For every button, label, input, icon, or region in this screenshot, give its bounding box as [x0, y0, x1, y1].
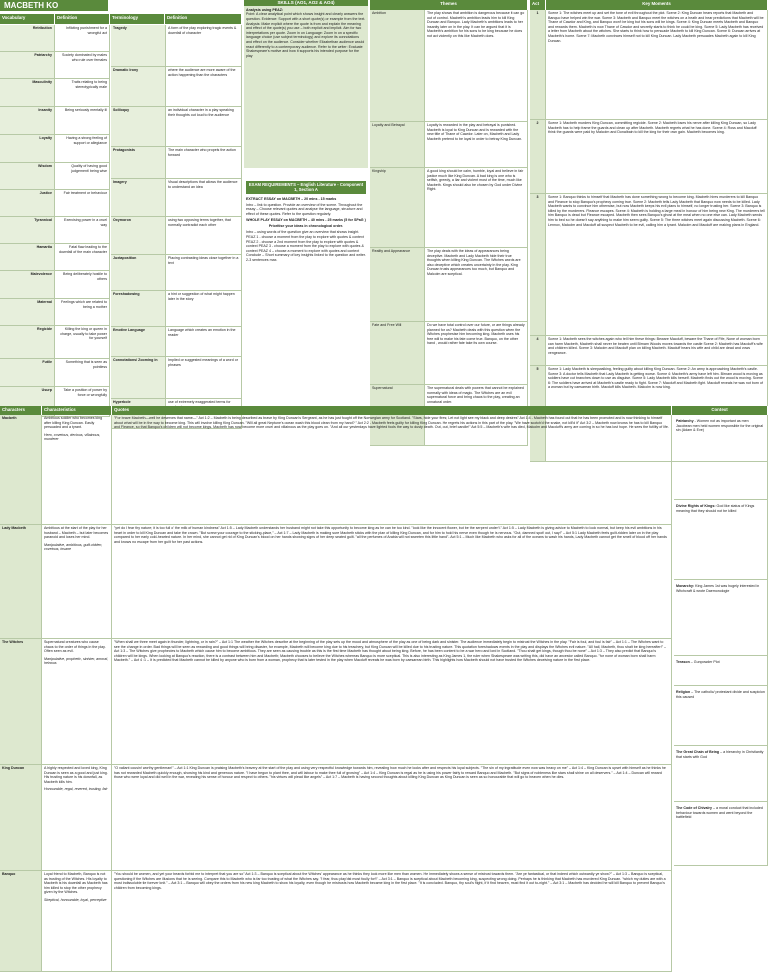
term-row: [111, 107, 242, 147]
vocab-word: Retribution: [0, 25, 55, 52]
exam-header: EXAM REQUIREMENTS – English Literature - Component 1, Section A: [246, 181, 366, 194]
vocab-header: Vocabulary: [0, 14, 55, 24]
term-word: Imagery: [111, 179, 166, 217]
term-row: [111, 327, 242, 357]
exam-sub3: Prioritise your ideas in chronological order.: [268, 224, 344, 229]
theme-description: The supernatural deals with powers that cannot be explained normally with ideas of magic. The Witches are an evil supernatural force and bring chaos to the play, creating an unnatural order.: [425, 385, 528, 446]
term-definition: an individual character in a play speaking their thoughts out loud to the audience: [166, 107, 242, 147]
vocab-word: Justice: [0, 190, 55, 217]
vocabulary-table: [0, 14, 242, 24]
context-text: – a hierarchy in Christianity that starts with God: [676, 750, 764, 759]
theme-name: Ambition: [370, 10, 425, 122]
act-row: [530, 336, 768, 366]
term-word: Soliloquy: [111, 107, 166, 147]
theme-description: The play deals with the ideas of appearances being deceptive. Macbeth and Lady Macbeth hide their true thoughts when killing King Duncan. The Witches words are also deceptive which creates uncertainty in the play. King Duncan trusts appearances too much, but Banquo and Malcolm are sceptical.: [425, 248, 528, 322]
character-characteristics: [42, 765, 112, 871]
vocab-row: [0, 359, 110, 387]
vocab-definition: Fair treatment or behaviour: [55, 190, 110, 217]
context-text: - Women not as important as men Jacobean men held women responsible for the original sin (Adam & Eve): [676, 419, 764, 433]
themes-title: Themes: [370, 0, 528, 10]
character-quotes: "When shall we three meet again in thunder, lightning, or in rain?" – Act 1:1 The weather the Witches describe at the beginning of the play sets up the mood and atmosphere of the play as one of being dark and sinister. The audience immediately begin to mistrust the Witches in the play. "Fair is foul, and foul is fair" – Act 1:1 – The Witches want to see the change in order. Bad things will be seen as rewarding and good things will bring disaster, for example, Macbeth will become king due to his treachery, but King Duncan will be killed due to his trusting nature. This quotation foreshadows events in the play and displays the Witches evil nature. "All hail, Macbeth, thou shalt be king hereafter!" – Act 1:3 – The Witches give prophecies to Macbeth which cause him to become ambitious. They are seen as causing trouble as this is the first time Macbeth has thought about being king. Before, he has been content to be a war hero and lord in Scotland. "Thou shalt get kings, though thou be none" – Act 1:3 – They also predict that Banquo's children will be kings. When looking at Banquo's reaction, there is a contrast between him and Macbeth; Macbeth chooses to believe the Witches whereas Banquo is more sceptical. This is also interesting as King James 1, the ruler when Shakespeare was writing this, did have an ancestor called Banquo. "for none of woman born shall harm Macbeth." – Act 4 :1 – It is predicted that Macbeth cannot be killed by anyone who is born from a woman, prophecy that is later tested in the play when Macduff reveals he was born by caesarean birth. This highlights how Macbeth should not have trusted the Witches deceiving nature in the first place.: [112, 639, 672, 765]
characters-list: [0, 415, 672, 972]
term-definition: The main character who propels the action forward: [166, 147, 242, 179]
term-definition: Language which creates an emotion in the reader: [166, 327, 242, 357]
term-word: Juxtaposition: [111, 255, 166, 291]
theme-row: [370, 248, 528, 322]
theme-name: Supernatural: [370, 385, 425, 446]
term-row: [111, 67, 242, 107]
vocab-row: [0, 299, 110, 326]
context-label: Divine Rights of Kings:: [676, 504, 716, 508]
character-quotes: "yet do I fear thy nature; it is too full o' the milk of human kindness" Act 1:5 – Lady Macbeth understands her husband might not take this opportunity to become king as he can be too kind. "look like the innocent flower, but be the serpent under't." Act 1:5 – Lady Macbeth is giving advice to Macbeth to look normal, but keep his evil ambitions in his heart in order to kill King Duncan and take the crown. "But screw your courage to the sticking-place," – Act 1:7 – Lady Macbeth is making sure Macbeth sticks with the plan of killing King Duncan, and for him to hold his nerve even though he is nervous. "Out, damned spot! out, I say!" – Act 5:1 Lady Macbeth feels guilt-ridden later on in the play compared to her early cold-hearted nature. In her mind, she cannot get rid of King Duncan's blood on her hands showing signs of her deep seated guilt. "all the perfumes of Arabia will not sweeten this little hand"- Act 5:1 – Much like Macbeth who asks for all of the oceans to wash his hands, Lady Macbeth cannot get the smell of blood off her hands and knows no escape from her guilt for her past actions.: [112, 525, 672, 639]
vocab-definition: Fatal flaw leading to the downfall of the main character: [55, 244, 110, 271]
context-item: [674, 415, 768, 500]
vocab-word: Malevolence: [0, 271, 55, 299]
theme-name: Fate and Free Will: [370, 322, 425, 385]
theme-name: Reality and Appearance: [370, 248, 425, 322]
context-text: – Gunpowder Plot: [689, 660, 720, 664]
term-definition: where the audience are more aware of the action happening than the characters: [166, 67, 242, 107]
act-row: [530, 194, 768, 336]
context-item: [674, 500, 768, 580]
themes-header: [370, 0, 528, 10]
term-definition: A form of the play exploring tragic events & downfall of character: [166, 25, 242, 67]
term-word: Protagonists: [111, 147, 166, 179]
term-definition: Implied or suggested meanings of a word or phrases: [166, 357, 242, 399]
vocab-row: [0, 163, 110, 190]
act-row: [530, 10, 768, 120]
vocab-row: [0, 244, 110, 271]
context-text: – The catholic/ protestant divide and suspicion this caused: [676, 690, 765, 699]
character-adjectives: Skeptical, honourable, loyal, perceptive: [44, 897, 107, 902]
vocab-row: [0, 79, 110, 107]
act-number: 2: [530, 120, 546, 194]
term-row: [111, 25, 242, 67]
term-definition: using two opposing terms together, that normally contradict each other: [166, 217, 242, 255]
vocab-word: Tyrannical: [0, 217, 55, 244]
act-number: 4: [530, 336, 546, 366]
context-item: [674, 580, 768, 656]
character-quotes: "O valiant cousin! worthy gentleman!" – Act 1:1 King Duncan is praising Macbeth's bravery at the start of the play and using very respectful knowledge towards him, revealing how much he looks after and respects his loyal subjects. "The sin of my ingratitude even now was heavy on me" – Act 1:4 – King Duncan is upset with himself as he thinks he has not rewarded Macbeth quickly enough, showing his kind and generous nature. "I have begun to plant thee, and will labour to make thee full of growing" – Act 1:4 – King Duncan is regal as he is using his power fairly to reward Banquo and Macbeth. "But signs of nobleness like stars shall shine on all deservers." – Act 1:4 – Duncan will reward those who were loyal and did well in the war, revealing his sense of honour and respect to others. "his virtues will plead like angels" – Act 1:7 – Macbeth is having second thoughts about killing King Duncan as King Duncan is seen as so honourable that will go to heaven when he dies.: [112, 765, 672, 871]
term-definition: Placing contrasting ideas close together in a text: [166, 255, 242, 291]
exam-p2: Intro – using words of the question give an overview that shows insight. PEAZ 1 - choose a moment from the play to explore with quotes & context PEAZ 2 - choose a 2nd moment from the play to explore with quotes & context PEAZ 3 - choose a moment from the play to explore with quotes & context PEAZ 4 – choose a moment to explore with quotes and context Conclude – Short summary of key insights linked to the question and writer. 2-3 sentences max.: [246, 230, 366, 262]
terms-def-header: Definition: [165, 14, 242, 24]
vocab-row: [0, 271, 110, 299]
vocab-definition: Traits relating to being stereotypically male: [55, 79, 110, 107]
term-row: [111, 217, 242, 255]
term-row: [111, 179, 242, 217]
vocab-word: Futile: [0, 359, 55, 387]
vocab-word: Masculinity: [0, 79, 55, 107]
theme-description: Do we have total control over our future, or are things already planned for us? Macbeth deals with this question when the Witches prophesise him becoming king. Macbeth uses his free will to make his fate come true. Banquo, on the other hand , would rather fate take its own course.: [425, 322, 528, 385]
character-name: King Duncan: [0, 765, 42, 871]
page-title: MACBETH KO: [0, 0, 108, 11]
act-moments: Scene 1: Lady Macbeth is sleepwalking, feeling guilty about killing King Duncan. Scene 2: An army is approaching Macbeth's castle. Scene 3: A doctor tells Macbeth that Lady Macbeth is getting worse. Scene 4: Macbeth's army have left him. Birnam wood is moving as soldiers have cut branches down to use as disguise. Scene 5: Lady Macbeth kills herself. Macbeth finds out the wood is moving. Scene 6: The soldiers have arrived at Macbeth's castle ready to fight. Scene 7: Macduff and Macbeth fight. Macduff reveals he was not born of a woman but by caesarean birth. Macduff kills Macbeth. Malcolm is now king.: [546, 366, 768, 462]
vocab-word: Insanity: [0, 107, 55, 135]
vocab-word: Regicide: [0, 326, 55, 359]
terminology-list: [111, 25, 242, 429]
vocab-row: [0, 217, 110, 244]
theme-description: Loyalty is rewarded in the play and betrayal is punished. Macbeth is loyal to King Duncan and is rewarded with the new title of Thane of Cawdor. Later on, Macbeth and Lady Macbeth pretend to be loyal in order to betray King Duncan.: [425, 122, 528, 168]
context-label: Patriarchy: [676, 419, 694, 423]
vocab-definition: Killing the king or queen in charge, usually to take power for yourself: [55, 326, 110, 359]
theme-description: The play shows that ambition is dangerous because it can go out of control. Macbeth's ambition leads him to kill King Duncan and Banquo. Lady Macbeth's ambitions leads to her insanity later on in the play. It can be argued that it is Macbeth's ambition for his sons to be king because he does not act violently on this like Macbeth does.: [425, 10, 528, 122]
vocab-definition: Inflicting punishment for a wrongful act: [55, 25, 110, 52]
vocab-definition: Being deliberately hostile to others: [55, 271, 110, 299]
skills-text: Point: A clear analytical point which shows insight and clearly answers the question. Evidence: Support with a short quote(s) or example from the text. Analysis: Make explicit where the quote is from and explain the meaning and effect of the quote(s) you use – both explicit and implicit. Aim for two interpretations per quote. Zoom in on Language: Zoom in on a specific language choice (use subject terminology) and explore its connotations and effect on the audience. Consider whether Elizabethan audience would react differently to a contemporary audience. Refer to the writer: Evaluate Shakespeare's motive and how it supports his intended purpose for the play: [246, 12, 366, 58]
exam-panel: [244, 180, 368, 404]
vocab-row: [0, 135, 110, 163]
term-word: Dramatic Irony: [111, 67, 166, 107]
act-moments: Scene 1: Banquo thinks to himself that Macbeth has done something wrong to become king. Macbeth hires murderers to kill Banquo and Fleance to stop Banquo's prophecy coming true. Scene 2: Macbeth tells Lady Macbeth that Banquo now needs to be killed. Lady Macbeth wants to convince him otherwise, but now Macbeth keeps his evil plans to himself, no longer trusting her. Scene 3: Banquo is killed by the murderers. Fleance escapes. Scene 4: Macbeth is holding a large meal in honour of him being new King. The murderers tell him Banquo is dead but Fleance escaped. Macbeth then sees Banquo's ghost at the meal when no one else can. Lady Macbeth sends him to bed so he doesn't say anything to make him seem guilty. Scene 5: The three witches meet again discussing Macbeth. Scene 6: Lennox, Malcolm and Macduff all suspect Macbeth to be evil, calling him a tyrant. Malcolm and Macduff are making plans in England.: [546, 194, 768, 336]
term-word: Oxymoron: [111, 217, 166, 255]
context-label: The Great Chain of Being: [676, 750, 720, 754]
character-row: [0, 415, 672, 525]
character-description: Supernatural creatures who cause chaos to the order of things in the play. Often seen as evil.: [44, 640, 106, 654]
context-header: Context: [672, 406, 768, 415]
character-name: The Witches: [0, 639, 42, 765]
character-characteristics: [42, 871, 112, 972]
exam-sub: EXTRACT ESSAY on MACBETH – 20 mins - 15 marks: [246, 196, 337, 201]
vocab-row: [0, 107, 110, 135]
character-adjectives: Hero, covetous, devious, villainous, murderer: [44, 432, 101, 442]
character-quotes: "You should be women, and yet your beards forbid me to interpret that you are so" Act 1:3 – Banquo is sceptical about the Witches' appearance as he thinks they look more like men than women. He immediately shows a sense of mistrust towards them. "Are ye fantastical, or that indeed which outwardly ye show?" – Act 1:3 – Banquo is sceptical, questioning if the Witches are illusions that he is seeing. Compare this to Macbeth who is far too trusting of what the Witches say. "I fear, thou play'dst most foully for't" – Act 3:1 – Banquo is sceptical about Macbeth becoming king, suspecting wrong doing. Perhaps he is thinking that Macbeth has murdered King Duncan. "which my duties are with a most indissoluble tie forever knit." – Act 3:1 – Banquo will obey the orders from his new king Macbeth to show his loyalty, even though he mistrusts how Macbeth became king in the first place. "It is concluded. Banquo, thy soul's flight, if it find heaven, must find it out to-night." – Act 3:1 – Macbeth has decided he will kill Banquo to prevent Banquo's children from becoming kings.: [112, 871, 672, 972]
term-definition: use of extremely exaggerated terms for: [166, 399, 242, 429]
context-label: Treason: [676, 660, 690, 664]
theme-name: Loyalty and Betrayal: [370, 122, 425, 168]
context-item: [674, 802, 768, 866]
act-moments: Scene 1: Macbeth sees the witches again who tell him these things: Beware Macduff, beware the Thane of Fife, None of woman born can harm Macbeth, Macbeth shall never be beaten until Birnam Woods moves towards the castle Scene 2: Macbeth has Macduff's wife and children killed. Scene 3: Malcolm and Macduff plan on killing Macbeth. Macduff hears his wife and child are dead and vows vengeance.: [546, 336, 768, 366]
context-label: Religion: [676, 690, 691, 694]
theme-description: A good king should be calm, humble, loyal and believe in fair justice much like King Duncan. A bad king is one who is selfish, greedy, a liar and violent most of the time, much like Macbeth. Kings should also be chosen by God under Divine Right.: [425, 168, 528, 248]
character-adjectives: Honourable, regal, revered, trusting, fair: [44, 787, 108, 792]
vocab-definition: Feelings which are related to being a mother: [55, 299, 110, 326]
acts-header: [530, 0, 768, 10]
character-adjectives: Manipulative, prophetic, sinister, amoral, heinous: [44, 656, 109, 666]
acts-list: [530, 10, 768, 462]
character-row: [0, 639, 672, 765]
context-text: King James 1st was hugely interested in Witchcraft & wrote Daemonologie: [676, 584, 760, 593]
context-item: [674, 686, 768, 746]
act-number: 1: [530, 10, 546, 120]
context-item: [674, 746, 768, 802]
context-text: – a moral conduct that included behaviour towards women and went beyond the battlefield: [676, 806, 763, 820]
character-description: Ambitious at the start of the play for her husband – Macbeth – but later becomes paranoid and loses her mind.: [44, 526, 109, 540]
act-moments: Scene 1: Macbeth murders King Duncan, committing regicide. Scene 2: Macbeth loses his nerve after killing King Duncan, so Lady Macbeth has to help frame the guards and clean up after Macbeth. Macbeth regrets what he has done. Scene 4: Ross and Macduff think the guards were paid by Malcolm and Donalbain to kill the king for their own gain. Macbeth becomes king.: [546, 120, 768, 194]
character-description: Loyal friend to Macbeth, Banquo is not as trusting of the Witches. His loyalty to Macbeth is his downfall as Macbeth has him killed to stop the other prophecy given by the Witches.: [44, 872, 108, 895]
vocab-definition: Society dominated by males who rule over females: [55, 52, 110, 79]
context-list: [674, 415, 768, 866]
vocabulary-list: [0, 25, 110, 417]
character-row: [0, 871, 672, 972]
vocab-row: [0, 326, 110, 359]
skills-header: SKILLS (AO1, AO2 & AO4): [244, 0, 368, 6]
exam-p1: Intro – link to question. Provide an overview of the scene. Throughout the essay – Choose relevant quotes and analyse the language, structure and effect of these quotes. Refer to the question regularly.: [246, 202, 363, 217]
vocab-definition: Exercising power in a cruel way: [55, 217, 110, 244]
character-characteristics: [42, 415, 112, 525]
vocab-definition: Something that is seen as pointless: [55, 359, 110, 387]
skills-intro: Analysis using PEAZ:: [246, 7, 284, 12]
theme-row: [370, 10, 528, 122]
chars-col-header: Characters: [0, 406, 42, 415]
terms-header: Terminology: [110, 14, 165, 24]
term-row: [111, 255, 242, 291]
context-label: Monarchy:: [676, 584, 695, 588]
vocab-word: Loyalty: [0, 135, 55, 163]
term-definition: a hint or suggestion of what might happen later in the story: [166, 291, 242, 327]
vocab-word: Patriarchy: [0, 52, 55, 79]
act-row: [530, 120, 768, 194]
characters-header: [0, 406, 768, 415]
term-row: [111, 357, 242, 399]
character-characteristics: [42, 639, 112, 765]
charact-col-header: Characteristics: [42, 406, 112, 415]
character-description: Ambitious soldier who becomes king after killing King Duncan. Easily persuaded and a tyrant.: [44, 416, 103, 430]
character-name: Macbeth: [0, 415, 42, 525]
character-description: A highly respected and loved king, King Duncan is seen as a good and just king. His trusting nature is his downfall, as Macbeth kills him.: [44, 766, 108, 784]
character-name: Lady Macbeth: [0, 525, 42, 639]
term-word: Emotive Language: [111, 327, 166, 357]
term-row: [111, 291, 242, 327]
theme-name: Kingship: [370, 168, 425, 248]
vocab-definition: Having a strong feeling of support or allegiance: [55, 135, 110, 163]
character-characteristics: [42, 525, 112, 639]
vocab-word: Hamartia: [0, 244, 55, 271]
term-word: Tragedy: [111, 25, 166, 67]
vocab-word: Wisdom: [0, 163, 55, 190]
quotes-col-header: Quotes: [112, 406, 672, 415]
term-word: Hyperbole: [111, 399, 166, 429]
theme-row: [370, 168, 528, 248]
skills-panel: [244, 0, 368, 168]
vocab-definition: Quality of having good judgement/ being wise: [55, 163, 110, 190]
vocab-definition: Being seriously mentally ill: [55, 107, 110, 135]
term-word: Connotations/ Zooming in: [111, 357, 166, 399]
character-row: [0, 525, 672, 639]
vocab-word: Usurp: [0, 387, 55, 417]
key-moments-header: Key Moments: [546, 0, 768, 10]
term-row: [111, 147, 242, 179]
theme-row: [370, 122, 528, 168]
vocab-word: Maternal: [0, 299, 55, 326]
vocab-row: [0, 25, 110, 52]
act-number: 3: [530, 194, 546, 336]
context-label: The Code of Chivalry: [676, 806, 712, 810]
context-item: [674, 656, 768, 686]
vocab-definition: Take a position of power by force or wrongfully: [55, 387, 110, 417]
act-number: 5: [530, 366, 546, 462]
exam-sub2: WHOLE PLAY ESSAY on MACBETH – 40 mins - 25 marks (5 for SPaG ): [246, 218, 366, 223]
term-word: Foreshadowing: [111, 291, 166, 327]
character-adjectives: Manipulative, ambitious, guilt-ridden, covetous, insane: [44, 542, 103, 552]
vocab-row: [0, 190, 110, 217]
act-moments: Scene 1: The witches meet up and set the tone of evil throughout the plot. Scene 2: King Duncan hears reports that Macbeth and Banquo have helped win the war. Scene 3: Macbeth and Banquo meet the witches on a heath and hear predictions that Macbeth will be Thane of Cawdor and King, and Banquo won't be king but his sons will be kings. Scene 4: King Duncan meets Macbeth and Banquo and rewards them. Macbeth is now Thane of Cawdor and secretly starts to think he could be king. Scene 5: Lady Macbeth has received a letter from Macbeth about the witches. She starts to think how to persuade Macbeth to kill King Duncan. Scene 6: Duncan arrives at Macbeth's home. Scene 7: Macbeth convinces himself not to kill King Duncan. Lady Macbeth persuades Macbeth again to kill King Duncan.: [546, 10, 768, 120]
vocab-row: [0, 52, 110, 79]
vocab-def-header: Definition: [55, 14, 110, 24]
themes-list: [370, 10, 528, 446]
character-quotes: "For brave Macbeth—well he deserves that name—" Act 1:2 – Macbeth is being described as brave by King Duncan's Sergeant, as he has just fought off the Norwegian army for Scotland. "Stars, hide your fires; Let not light see my black and deep desires" Act 1:4 - Macbeth has found out that he has been promoted and is now thinking to himself about what will be in the way to become king. This will involve killing King Duncan. "Will all great Neptune's ocean wash this blood clean from my hand? " Act 2:2 - Macbeth feels guilty for killing King Duncan. He regrets his actions in this part of the play. "We have scotch'd the snake, not kill'd it" Act 3:2 – Macbeth now knows he has to kill Banquo and Fleance, so that Banquo's children will not become kings. Macbeth has now become more cruel and villainous as the play goes on. "And all our yesterdays have lighted fools the way to dusty death. Out, out, brief candle!" Act 5:5 – Macbeth's wife has died, Malcolm and Macduff's army are coming in so he has lost hope. He sees the futility of life.: [112, 415, 672, 525]
character-row: [0, 765, 672, 871]
term-definition: Visual descriptions that allows the audience to understand an idea: [166, 179, 242, 217]
act-header: Act: [530, 0, 546, 10]
context-text: God like status of Kings meaning that they should not be killed: [676, 504, 755, 513]
character-name: Banquo: [0, 871, 42, 972]
theme-row: [370, 322, 528, 385]
